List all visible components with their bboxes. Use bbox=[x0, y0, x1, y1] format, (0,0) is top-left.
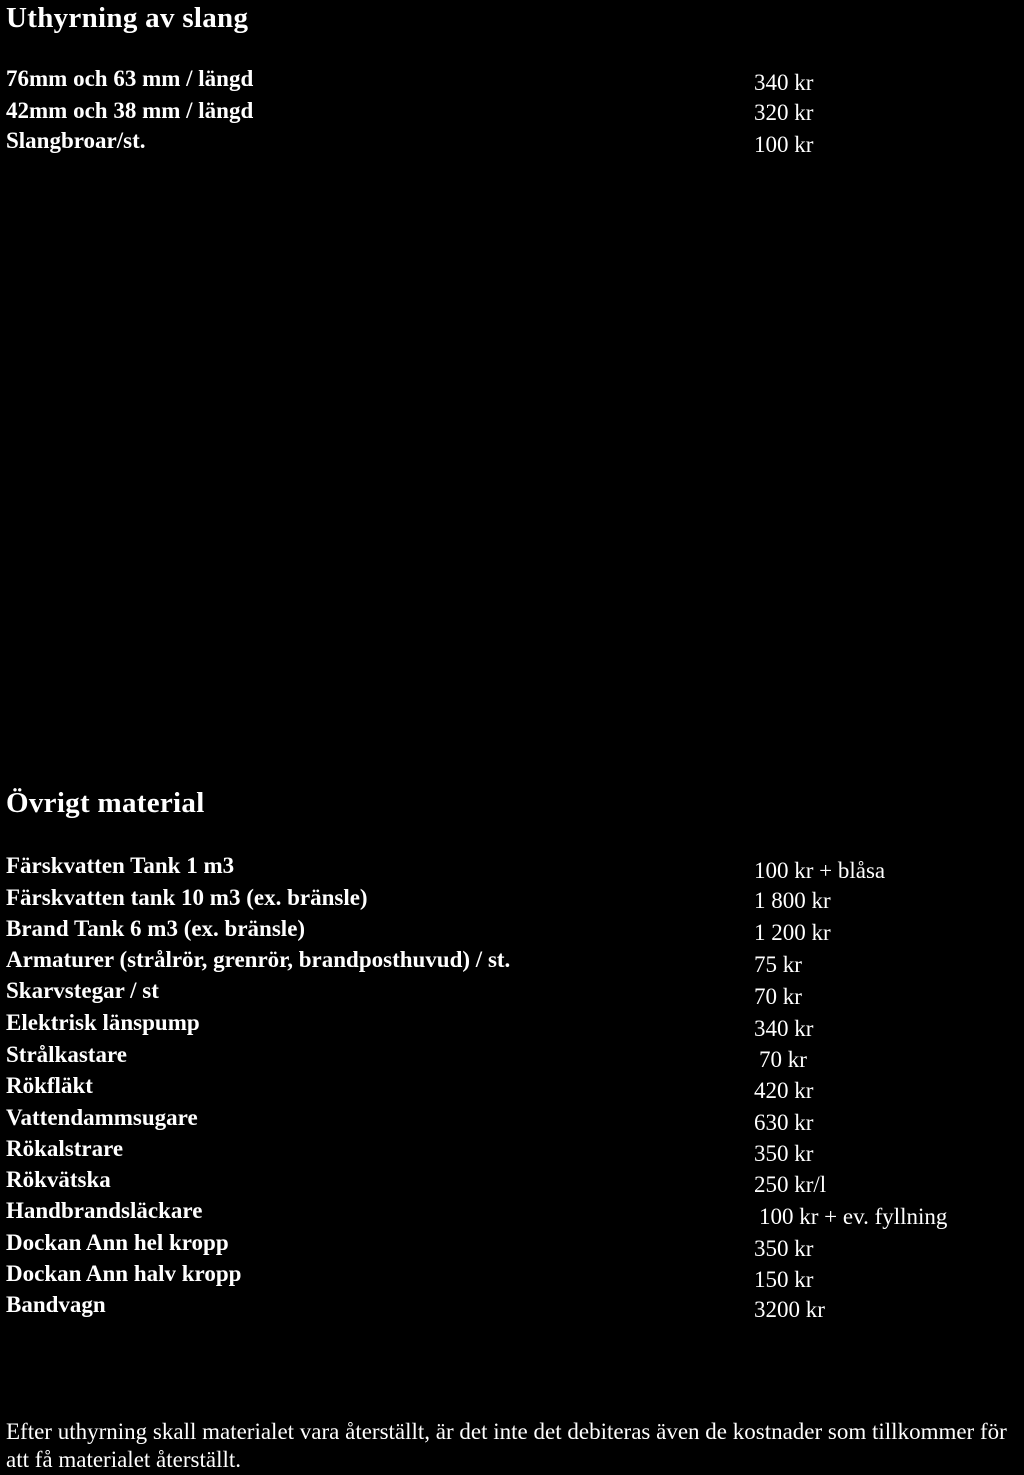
material-item-price: 1 800 kr bbox=[754, 888, 831, 913]
rental-terms-note: Efter uthyrning skall materialet vara återställt, är det inte det debiteras även de kostnader som tillkommer för att få materialet återställt. bbox=[6, 1419, 1007, 1472]
material-item-price: 420 kr bbox=[754, 1078, 814, 1103]
material-item-price: 100 kr + ev. fyllning bbox=[759, 1204, 948, 1229]
hose-rental-title: Uthyrning av slang bbox=[6, 2, 249, 34]
material-item-label: Bandvagn bbox=[6, 1292, 106, 1317]
hose-item-price: 340 kr bbox=[754, 70, 814, 95]
material-item-price: 630 kr bbox=[754, 1110, 814, 1135]
hose-item-label: 76mm och 63 mm / längd bbox=[6, 66, 254, 91]
material-item-label: Brand Tank 6 m3 (ex. bränsle) bbox=[6, 916, 306, 941]
hose-item-label: 42mm och 38 mm / längd bbox=[6, 98, 254, 123]
material-item-price: 350 kr bbox=[754, 1236, 814, 1261]
material-item-label: Skarvstegar / st bbox=[6, 978, 159, 1003]
material-item-price: 250 kr/l bbox=[754, 1172, 827, 1197]
material-item-price: 100 kr + blåsa bbox=[754, 858, 886, 883]
other-material-title: Övrigt material bbox=[6, 787, 205, 819]
material-item-price: 70 kr bbox=[759, 1047, 807, 1072]
material-item-price: 350 kr bbox=[754, 1141, 814, 1166]
material-item-label: Färskvatten Tank 1 m3 bbox=[6, 853, 235, 878]
material-item-label: Armaturer (strålrör, grenrör, brandposthuvud) / st. bbox=[6, 947, 511, 972]
material-item-price: 340 kr bbox=[754, 1016, 814, 1041]
material-item-label: Handbrandsläckare bbox=[6, 1198, 203, 1223]
material-item-label: Rökalstrare bbox=[6, 1136, 124, 1161]
hose-item-price: 100 kr bbox=[754, 132, 814, 157]
material-item-label: Rökfläkt bbox=[6, 1073, 93, 1098]
material-item-price: 70 kr bbox=[754, 984, 802, 1009]
material-item-label: Dockan Ann halv kropp bbox=[6, 1261, 242, 1286]
material-item-price: 75 kr bbox=[754, 952, 802, 977]
material-item-label: Strålkastare bbox=[6, 1042, 127, 1067]
material-item-label: Dockan Ann hel kropp bbox=[6, 1230, 229, 1255]
material-item-label: Färskvatten tank 10 m3 (ex. bränsle) bbox=[6, 885, 368, 910]
hose-item-price: 320 kr bbox=[754, 100, 814, 125]
material-item-price: 150 kr bbox=[754, 1267, 814, 1292]
material-item-price: 3200 kr bbox=[754, 1297, 825, 1322]
material-item-price: 1 200 kr bbox=[754, 920, 831, 945]
material-item-label: Elektrisk länspump bbox=[6, 1010, 200, 1035]
material-item-label: Vattendammsugare bbox=[6, 1105, 198, 1130]
material-item-label: Rökvätska bbox=[6, 1167, 111, 1192]
hose-item-label: Slangbroar/st. bbox=[6, 128, 146, 153]
